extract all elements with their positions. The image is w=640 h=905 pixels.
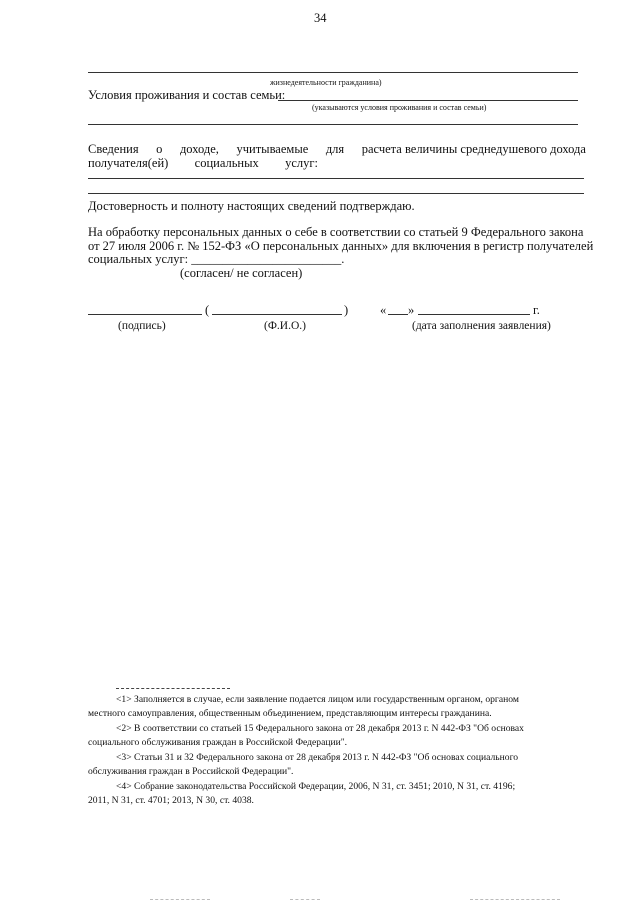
livelihood-line: [88, 72, 578, 73]
date-day-line[interactable]: [388, 314, 408, 315]
income-word: доходе,: [179, 142, 219, 156]
income-word: социальных: [194, 156, 259, 170]
scan-artifact: [150, 899, 210, 900]
income-line-blank-1[interactable]: [88, 178, 584, 179]
living-conditions-line[interactable]: [278, 100, 578, 101]
footnote-separator: [116, 688, 230, 689]
consent-line-2: от 27 июля 2006 г. № 152-ФЗ «О персональных данных» для включения в регистр получателей: [88, 239, 594, 253]
footnote-1-line-2: местного самоуправления, общественным объединением, представляющим интересы гражданина.: [88, 708, 492, 719]
consent-caption: (согласен/ не согласен): [180, 266, 303, 280]
income-word: для: [325, 142, 345, 156]
income-word: Сведения: [88, 142, 139, 156]
livelihood-caption: жизнедеятельности гражданина): [270, 78, 382, 87]
page-number: 34: [314, 11, 327, 25]
footnote-2-line-2: социального обслуживания граждан в Российской Федерации".: [88, 737, 348, 748]
footnote-1-line-1: <1> Заполняется в случае, если заявление подается лицом или государственным органом, органом: [116, 694, 519, 705]
date-year-suffix: г.: [533, 303, 540, 317]
income-word: учитываемые: [236, 142, 309, 156]
date-quote-close: »: [408, 303, 415, 317]
name-paren-open: (: [205, 303, 210, 317]
living-conditions-caption: (указываются условия проживания и состав семьи): [312, 103, 487, 112]
living-conditions-line-2[interactable]: [88, 124, 578, 125]
footnote-3-line-2: обслуживания граждан в Российской Федерации".: [88, 766, 294, 777]
signature-line[interactable]: [88, 314, 202, 315]
consent-line-1: На обработку персональных данных о себе в соответствии со статьей 9 Федерального закона: [88, 225, 584, 239]
date-month-line[interactable]: [418, 314, 530, 315]
scan-artifact: [470, 899, 560, 900]
living-conditions-label: Условия проживания и состав семьи:: [88, 88, 286, 102]
date-quote-open: «: [380, 303, 387, 317]
name-paren-close: ): [344, 303, 349, 317]
consent-line-3: социальных услуг: ________________________.: [88, 252, 345, 266]
footnote-3-line-1: <3> Статьи 31 и 32 Федерального закона от 28 декабря 2013 г. N 442-ФЗ "Об основах социального: [116, 752, 519, 763]
footnote-4-line-1: <4> Собрание законодательства Российской Федерации, 2006, N 31, ст. 3451; 2010, N 31, ст. 4196;: [116, 781, 516, 792]
name-line[interactable]: [212, 314, 342, 315]
signature-caption: (подпись): [118, 320, 166, 332]
income-word: получателя(ей): [88, 156, 169, 170]
date-caption: (дата заполнения заявления): [412, 320, 551, 332]
income-word: расчета величины среднедушевого дохода: [361, 142, 586, 156]
name-caption: (Ф.И.О.): [264, 320, 306, 332]
footnote-4-line-2: 2011, N 31, ст. 4701; 2013, N 30, ст. 4038.: [88, 795, 254, 806]
income-word: услуг:: [285, 156, 318, 170]
accuracy-statement: Достоверность и полноту настоящих сведений подтверждаю.: [88, 199, 415, 213]
income-line-blank-2[interactable]: [88, 193, 584, 194]
footnote-2-line-1: <2> В соответствии со статьей 15 Федерального закона от 28 декабря 2013 г. N 442-ФЗ "Об основах: [116, 723, 524, 734]
scan-artifact: [290, 899, 320, 900]
income-line-2: [88, 155, 318, 171]
income-word: о: [156, 142, 163, 156]
